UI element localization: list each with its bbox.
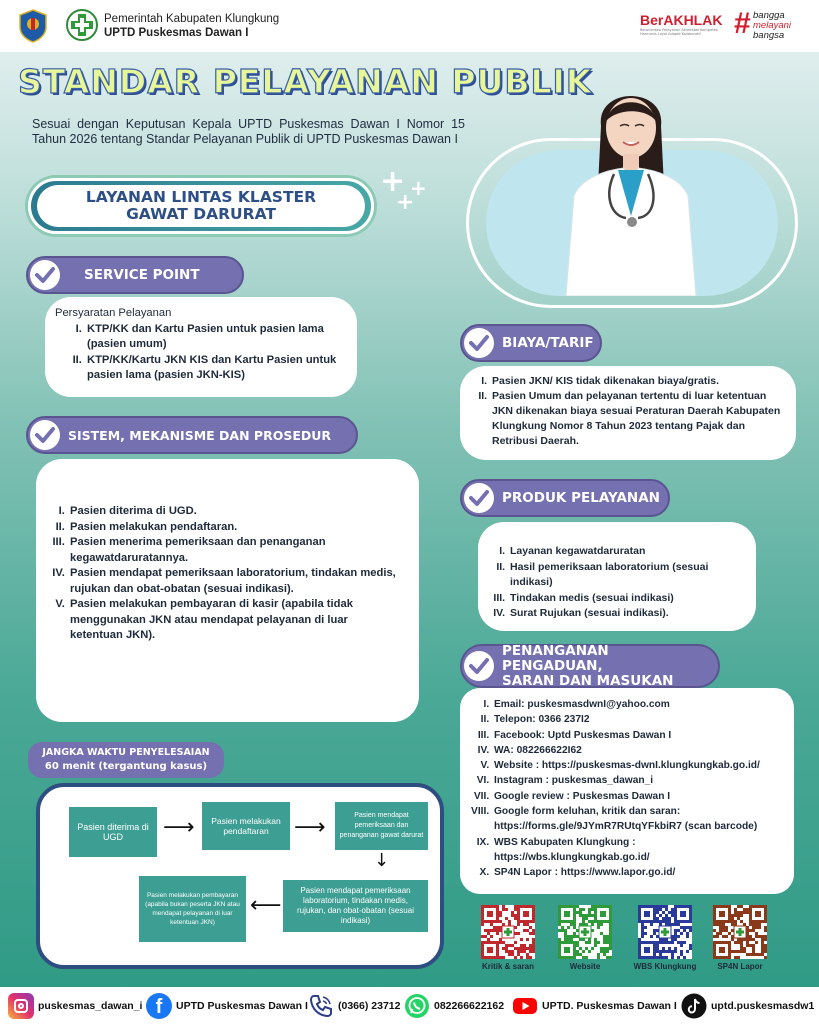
tiktok-handle: uptd.puskesmasdw1 <box>711 1000 815 1012</box>
pengaduan-card <box>460 688 794 894</box>
jangka-waktu-label: JANGKA WAKTU PENYELESAIAN <box>42 747 210 758</box>
list-item: IX. WBS Kabupaten Klungkung : https://wbs.klungkungkab.go.id/ <box>492 835 788 866</box>
berakhlak-subtitle: Berorientasi Pelayanan Akuntabel Kompeten Harmonis Loyal Adaptif Kolaboratif <box>640 28 718 36</box>
qr-label: WBS Klungkung <box>633 962 697 971</box>
footer-youtube[interactable] <box>512 993 677 1019</box>
list-item: III. Pasien menerima pemeriksaan dan penanganan kegawatdaruratannya. <box>68 535 403 566</box>
facebook-icon: f <box>146 993 172 1019</box>
jangka-waktu-value: 60 menit (tergantung kasus) <box>44 761 208 772</box>
qr-code-kritik[interactable] <box>481 905 535 959</box>
plus-icon: + <box>396 190 415 215</box>
doctor-illustration <box>556 66 706 296</box>
sistem-card <box>36 459 419 722</box>
berakhlak-logo <box>640 12 730 36</box>
list-item: III. Tindakan medis (sesuai indikasi) <box>508 591 744 607</box>
check-icon <box>30 420 60 450</box>
biaya-heading <box>460 324 602 362</box>
list-item: I. Pasien JKN/ KIS tidak dikenakan biaya/gratis. <box>490 374 784 389</box>
pengaduan-label <box>502 642 712 689</box>
header-org-line2: UPTD Puskesmas Dawan I <box>104 27 249 39</box>
instagram-handle: puskesmas_dawan_i <box>38 1000 143 1012</box>
list-item: VI. Instagram : puskesmas_dawan_i <box>492 773 788 788</box>
qr-label: SP4N Lapor <box>717 962 763 971</box>
footer-facebook[interactable] <box>146 993 308 1019</box>
arrow-left-icon: ⟵ <box>250 893 282 918</box>
biaya-card <box>460 366 796 460</box>
list-item: IV. WA: 082266622I62 <box>492 743 788 758</box>
check-icon <box>30 260 60 290</box>
list-item: VII. Google review : Puskesmas Dawan I <box>492 789 788 804</box>
instagram-icon <box>8 993 34 1019</box>
list-item: II. Pasien Umum dan pelayanan tertentu di luar ketentuan JKN dikenakan biaya sesuai Peraturan Daerah Kabupaten Klungkung Nomor 8 Tahun 2023 tentang Pajak dan Retribusi Daerah. <box>490 389 784 449</box>
list-item: X. SP4N Lapor : https://www.lapor.go.id/ <box>492 865 788 880</box>
service-point-card <box>45 297 357 397</box>
list-item: V. Pasien melakukan pembayaran di kasir (apabila tidak menggunakan JKN atau mendapat pelayanan di luar ketentuan JKN). <box>68 597 403 644</box>
header-org-line1: Pemerintah Kabupaten Klungkung <box>104 13 280 25</box>
header-org-text <box>104 12 279 40</box>
footer-bar <box>0 987 819 1024</box>
tiktok-icon <box>681 993 707 1019</box>
berakhlak-title: BerAKHLAK <box>640 12 723 28</box>
sistem-heading <box>26 416 358 454</box>
footer-whatsapp[interactable] <box>404 993 504 1019</box>
arrow-right-icon: ⟶ <box>294 815 326 840</box>
puskesmas-logo-icon <box>66 9 98 41</box>
header-bar <box>0 0 819 52</box>
produk-label: PRODUK PELAYANAN <box>502 489 660 506</box>
qr-label: Website <box>569 962 601 971</box>
phone-icon <box>308 993 334 1019</box>
bangga-word-3: bangsa <box>753 30 785 41</box>
intro-paragraph: Sesuai dengan Keputusan Kepala UPTD Puskesmas Dawan I Nomor 15 Tahun 2026 tentang Standar Pelayanan Publik di UPTD Puskesmas Dawan I <box>32 117 465 146</box>
service-banner-line1: LAYANAN LINTAS KLASTER <box>85 188 317 206</box>
service-point-subheading: Persyaratan Pelayanan <box>55 307 172 319</box>
klungkung-emblem-icon <box>18 9 48 43</box>
list-item: II. Hasil pemeriksaan laboratorium (sesuai indikasi) <box>508 560 744 591</box>
qr-code-sp4n[interactable] <box>713 905 767 959</box>
service-point-heading <box>26 256 244 294</box>
service-banner-line2: GAWAT DARURAT <box>126 205 276 223</box>
list-item: II. KTP/KK/Kartu JKN KIS dan Kartu Pasien untuk pasien lama (pasien JKN-KIS) <box>85 353 343 384</box>
facebook-name: UPTD Puskesmas Dawan I <box>176 1000 308 1012</box>
arrow-right-icon: ⟶ <box>163 815 195 840</box>
list-item: I. Layanan kegawatdaruratan <box>508 544 744 560</box>
qr-label: Kritik & saran <box>481 962 535 971</box>
footer-instagram[interactable] <box>8 993 142 1019</box>
list-item: II. Pasien melakukan pendaftaran. <box>68 520 403 536</box>
bangga-word-2: melayani <box>753 20 792 31</box>
check-icon <box>464 651 494 681</box>
flow-step-3: Pasien mendapat pemeriksaan dan penanganan gawat darurat <box>335 802 428 850</box>
flow-step-4: Pasien mendapat pemeriksaan laboratorium, tindakan medis, rujukan, dan obat-obatan (sesuai indikasi) <box>283 880 428 932</box>
qr-code-wbs[interactable] <box>638 905 692 959</box>
whatsapp-icon <box>404 993 430 1019</box>
check-icon <box>464 483 494 513</box>
pengaduan-label-line1: PENANGANAN PENGADUAN, <box>502 642 609 674</box>
produk-heading <box>460 479 670 517</box>
pengaduan-heading <box>460 644 720 688</box>
whatsapp-number: 082266622162 <box>434 1000 505 1012</box>
check-icon <box>464 328 494 358</box>
jangka-waktu-badge <box>28 742 224 778</box>
phone-number: (0366) 23712 <box>338 1000 401 1012</box>
page-title: STANDAR PELAYANAN PUBLIK <box>18 62 593 101</box>
youtube-icon <box>512 993 538 1019</box>
list-item: II. Telepon: 0366 237I2 <box>492 712 788 727</box>
plus-icon: + <box>380 164 406 199</box>
list-item: V. Website : https://puskesmas-dwnI.klungkungkab.go.id/ <box>492 758 788 773</box>
bangga-word-1: bangga <box>753 10 785 21</box>
produk-card <box>478 522 756 631</box>
list-item: I. Pasien diterima di UGD. <box>68 504 403 520</box>
service-point-label: SERVICE POINT <box>84 266 200 283</box>
flow-step-5: Pasien melakukan pembayaran (apabila bukan peserta JKN atau mendapat pelayanan di luar ketentuan JKN) <box>139 876 246 942</box>
plus-icon: + <box>410 176 427 200</box>
list-item: I. KTP/KK dan Kartu Pasien untuk pasien lama (pasien umum) <box>85 322 343 353</box>
list-item: I. Email: puskesmasdwnI@yahoo.com <box>492 697 788 712</box>
pengaduan-label-line2: SARAN DAN MASUKAN <box>502 672 674 689</box>
footer-phone[interactable] <box>308 993 400 1019</box>
arrow-down-icon: ↓ <box>374 850 390 871</box>
list-item: IV. Surat Rujukan (sesuai indikasi). <box>508 606 744 622</box>
qr-code-website[interactable] <box>558 905 612 959</box>
flow-step-2: Pasien melakukan pendaftaran <box>202 802 290 850</box>
service-banner <box>28 178 374 234</box>
bangga-hash: # <box>734 7 751 40</box>
list-item: III. Facebook: Uptd Puskesmas Dawan I <box>492 728 788 743</box>
list-item: IV. Pasien mendapat pemeriksaan laboratorium, tindakan medis, rujukan dan obat-obatan (sesuai indikasi). <box>68 566 403 597</box>
flow-step-1: Pasien diterima di UGD <box>69 807 157 857</box>
sistem-label: SISTEM, MEKANISME DAN PROSEDUR <box>68 427 332 443</box>
footer-tiktok[interactable] <box>681 993 814 1019</box>
list-item: VIII. Google form keluhan, kritik dan saran: https://forms.gle/9JYmR7RUtqYFkbiR7 (scan barcode) <box>492 804 788 835</box>
biaya-label: BIAYA/TARIF <box>502 334 594 351</box>
youtube-channel: UPTD. Puskesmas Dawan I <box>542 1000 677 1012</box>
bangga-melayani-logo <box>734 7 804 41</box>
